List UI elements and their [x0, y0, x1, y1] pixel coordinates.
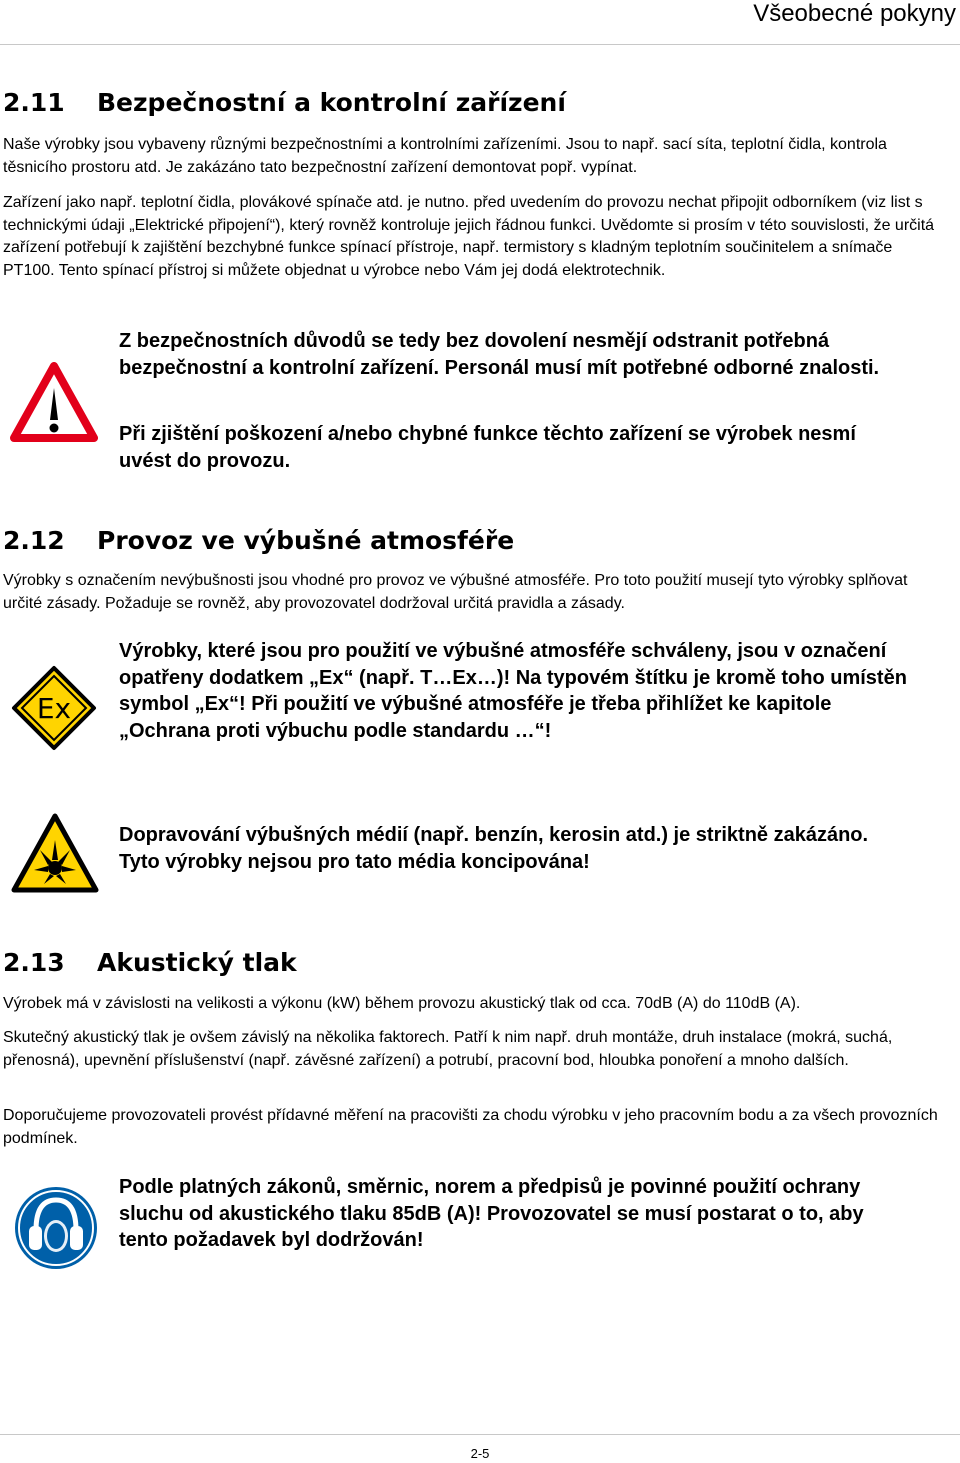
section-2-11-paragraph-2: Zařízení jako např. teplotní čidla, plovákové spínače atd. je nutno. před uvedením do provozu nechat připojit odborníkem (viz list s technickými údaji „Elektrické připojení“), který rovněž kontroluje jejich řádnou funkci. Uvědomte si prosím v této souvislosti, že určitá zařízení potřebují k zajištění bezchybné funkce spínací přístroje, např. termistory s kladným teplotním součinitelem a snímače PT100. Tento spínací přístroj si můžete objednat u výrobce nebo Vám jej dodá elektrotechnik.	[3, 194, 935, 279]
section-title: Bezpečnostní a kontrolní zařízení	[97, 88, 566, 117]
section-number: 2.12	[3, 526, 65, 555]
section-2-13-paragraph-2: Skutečný akustický tlak je ovšem závislý na několika faktorech. Patří k nim např. druh montáže, druh instalace (mokrá, suchá, přenosná), upevnění příslušenství (např. závěsné zařízení) a potrubí, pracovní bod, hloubka ponoření a mnoho dalších.	[3, 1029, 893, 1069]
section-2-12-warning-2: Dopravování výbušných médií (např. benzín, kerosin atd.) je striktně zakázáno. Tyto výrobky nejsou pro tato média koncipována!	[119, 824, 869, 873]
section-2-11-warning-1: Z bezpečnostních důvodů se tedy bez dovolení nesmějí odstranit potřebná bezpečnostní a kontrolní zařízení. Personál musí mít potřebné odborné znalosti.	[119, 330, 880, 379]
ear-protection-mandatory-icon	[14, 1186, 98, 1275]
section-number: 2.13	[3, 948, 65, 977]
section-2-13-paragraph-1: Výrobek má v závislosti na velikosti a výkonu (kW) během provozu akustický tlak od cca. 70dB (A) do 110dB (A).	[3, 995, 801, 1012]
general-warning-icon	[10, 362, 98, 447]
page-number: 2-5	[470, 1446, 490, 1461]
section-title: Provoz ve výbušné atmosféře	[97, 526, 515, 555]
header-divider	[0, 44, 960, 45]
explosive-substance-warning-icon	[10, 812, 100, 899]
section-2-13-warning-1: Podle platných zákonů, směrnic, norem a předpisů je povinné použití ochrany sluchu od akustického tlaku 85dB (A)! Provozovatel se musí postarat o to, aby tento požadavek byl dodržován!	[119, 1176, 864, 1251]
section-2-12-heading	[3, 526, 514, 555]
section-2-11-heading	[3, 88, 566, 117]
section-2-13-heading	[3, 948, 297, 977]
section-number: 2.11	[3, 88, 65, 117]
header-title: Všeobecné pokyny	[753, 0, 956, 27]
section-2-13-paragraph-3: Doporučujeme provozovateli provést přídavné měření na pracovišti za chodu výrobku v jeho pracovním bodu a za všech provozních podmínek.	[3, 1107, 938, 1147]
section-2-12-paragraph-1: Výrobky s označením nevýbušnosti jsou vhodné pro provoz ve výbušné atmosféře. Pro toto použití musejí tyto výrobky splňovat určité zásady. Požaduje se rovněž, aby provozovatel dodržoval určitá pravidla a zásady.	[3, 572, 908, 612]
section-2-12-warning-1: Výrobky, které jsou pro použití ve výbušné atmosféře schváleny, jsou v označení opatřeny dodatkem „Ex“ (např. T…Ex…)! Na typovém štítku je kromě toho umístěn symbol „Ex“! Při použití ve výbušné atmosféře je třeba přihlížet ke kapitole „Ochrana proti výbuchu podle standardu …“!	[119, 640, 907, 742]
ex-symbol-text: Ex	[36, 692, 72, 725]
section-2-11-paragraph-1: Naše výrobky jsou vybaveny různými bezpečnostními a kontrolními zařízeními. Jsou to např. sací síta, teplotní čidla, kontrola těsnicího prostoru atd. Je zakázáno tato bezpečnostní zařízení demontovat popř. vypínat.	[3, 136, 887, 176]
section-title: Akustický tlak	[97, 948, 297, 977]
footer-divider	[0, 1434, 960, 1435]
section-2-11-warning-2: Při zjištění poškození a/nebo chybné funkce těchto zařízení se výrobek nesmí uvést do provozu.	[119, 423, 856, 472]
ex-explosion-protection-icon	[10, 664, 98, 757]
